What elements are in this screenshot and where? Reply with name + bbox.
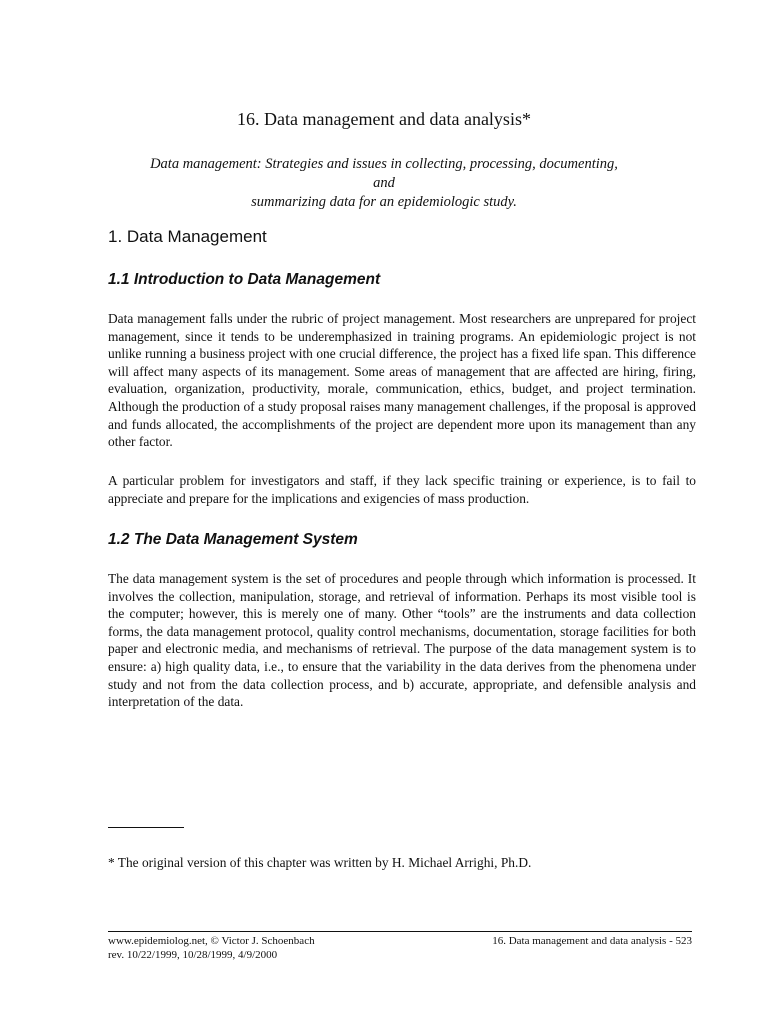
subsection-heading-data-management-system: 1.2 The Data Management System (108, 531, 358, 548)
footnote-text: * The original version of this chapter was written by H. Michael Arrighi, Ph.D. (108, 855, 532, 870)
chapter-subtitle (150, 155, 618, 212)
subsection-heading-introduction: 1.1 Introduction to Data Management (108, 271, 381, 288)
footer-divider (108, 931, 692, 932)
section-heading-data-management: 1. Data Management (108, 227, 267, 246)
chapter-title: 16. Data management and data analysis* (237, 109, 531, 129)
intro-paragraph-2: A particular problem for investigators and staff, if they lack specific training or experience, is to fail to appreciate and prepare for the implications and exigencies of mass production. (108, 473, 696, 506)
intro-paragraph-1: Data management falls under the rubric of project management. Most researchers are unprepared for project management, since it tends to be underemphasized in training programs. An epidemiologic project is not unlike running a business project with one crucial difference, the project has a fixed life span. This difference will affect many aspects of its management. Some areas of management that are affected are hiring, firing, evaluation, organization, productivity, morale, communication, ethics, budget, and project termination. Although the production of a study proposal raises many management challenges, if the proposal is approved and funds allocated, the accomplishments of the project are dependent more upon its management than any other factor. (108, 311, 696, 450)
system-paragraph-1: The data management system is the set of procedures and people through which information is processed. It involves the collection, manipulation, storage, and retrieval of information. Perhaps its most visible tool is the computer; however, this is merely one of many. Other “tools” are the instruments and data collection forms, the data management protocol, quality control mechanisms, documentation, storage facilities for both paper and electronic media, and mechanisms of retrieval. The purpose of the data management system is to ensure: a) high quality data, i.e., to ensure that the variability in the data derives from the phenomena under study and not from the data collection process, and b) accurate, appropriate, and defensible analysis and interpretation of the data. (108, 571, 696, 710)
subtitle-line-2: summarizing data for an epidemiologic study. (251, 194, 517, 210)
subtitle-line-1: Data management: Strategies and issues in collecting, processing, documenting, and (150, 156, 618, 191)
footer-revision: rev. 10/22/1999, 10/28/1999, 4/9/2000 (108, 949, 278, 961)
footnote-divider (108, 827, 184, 828)
footer-left (108, 934, 315, 962)
footer-page-number: 16. Data management and data analysis - 523 (492, 935, 692, 947)
footer-copyright: www.epidemiolog.net, © Victor J. Schoenbach (108, 935, 315, 947)
